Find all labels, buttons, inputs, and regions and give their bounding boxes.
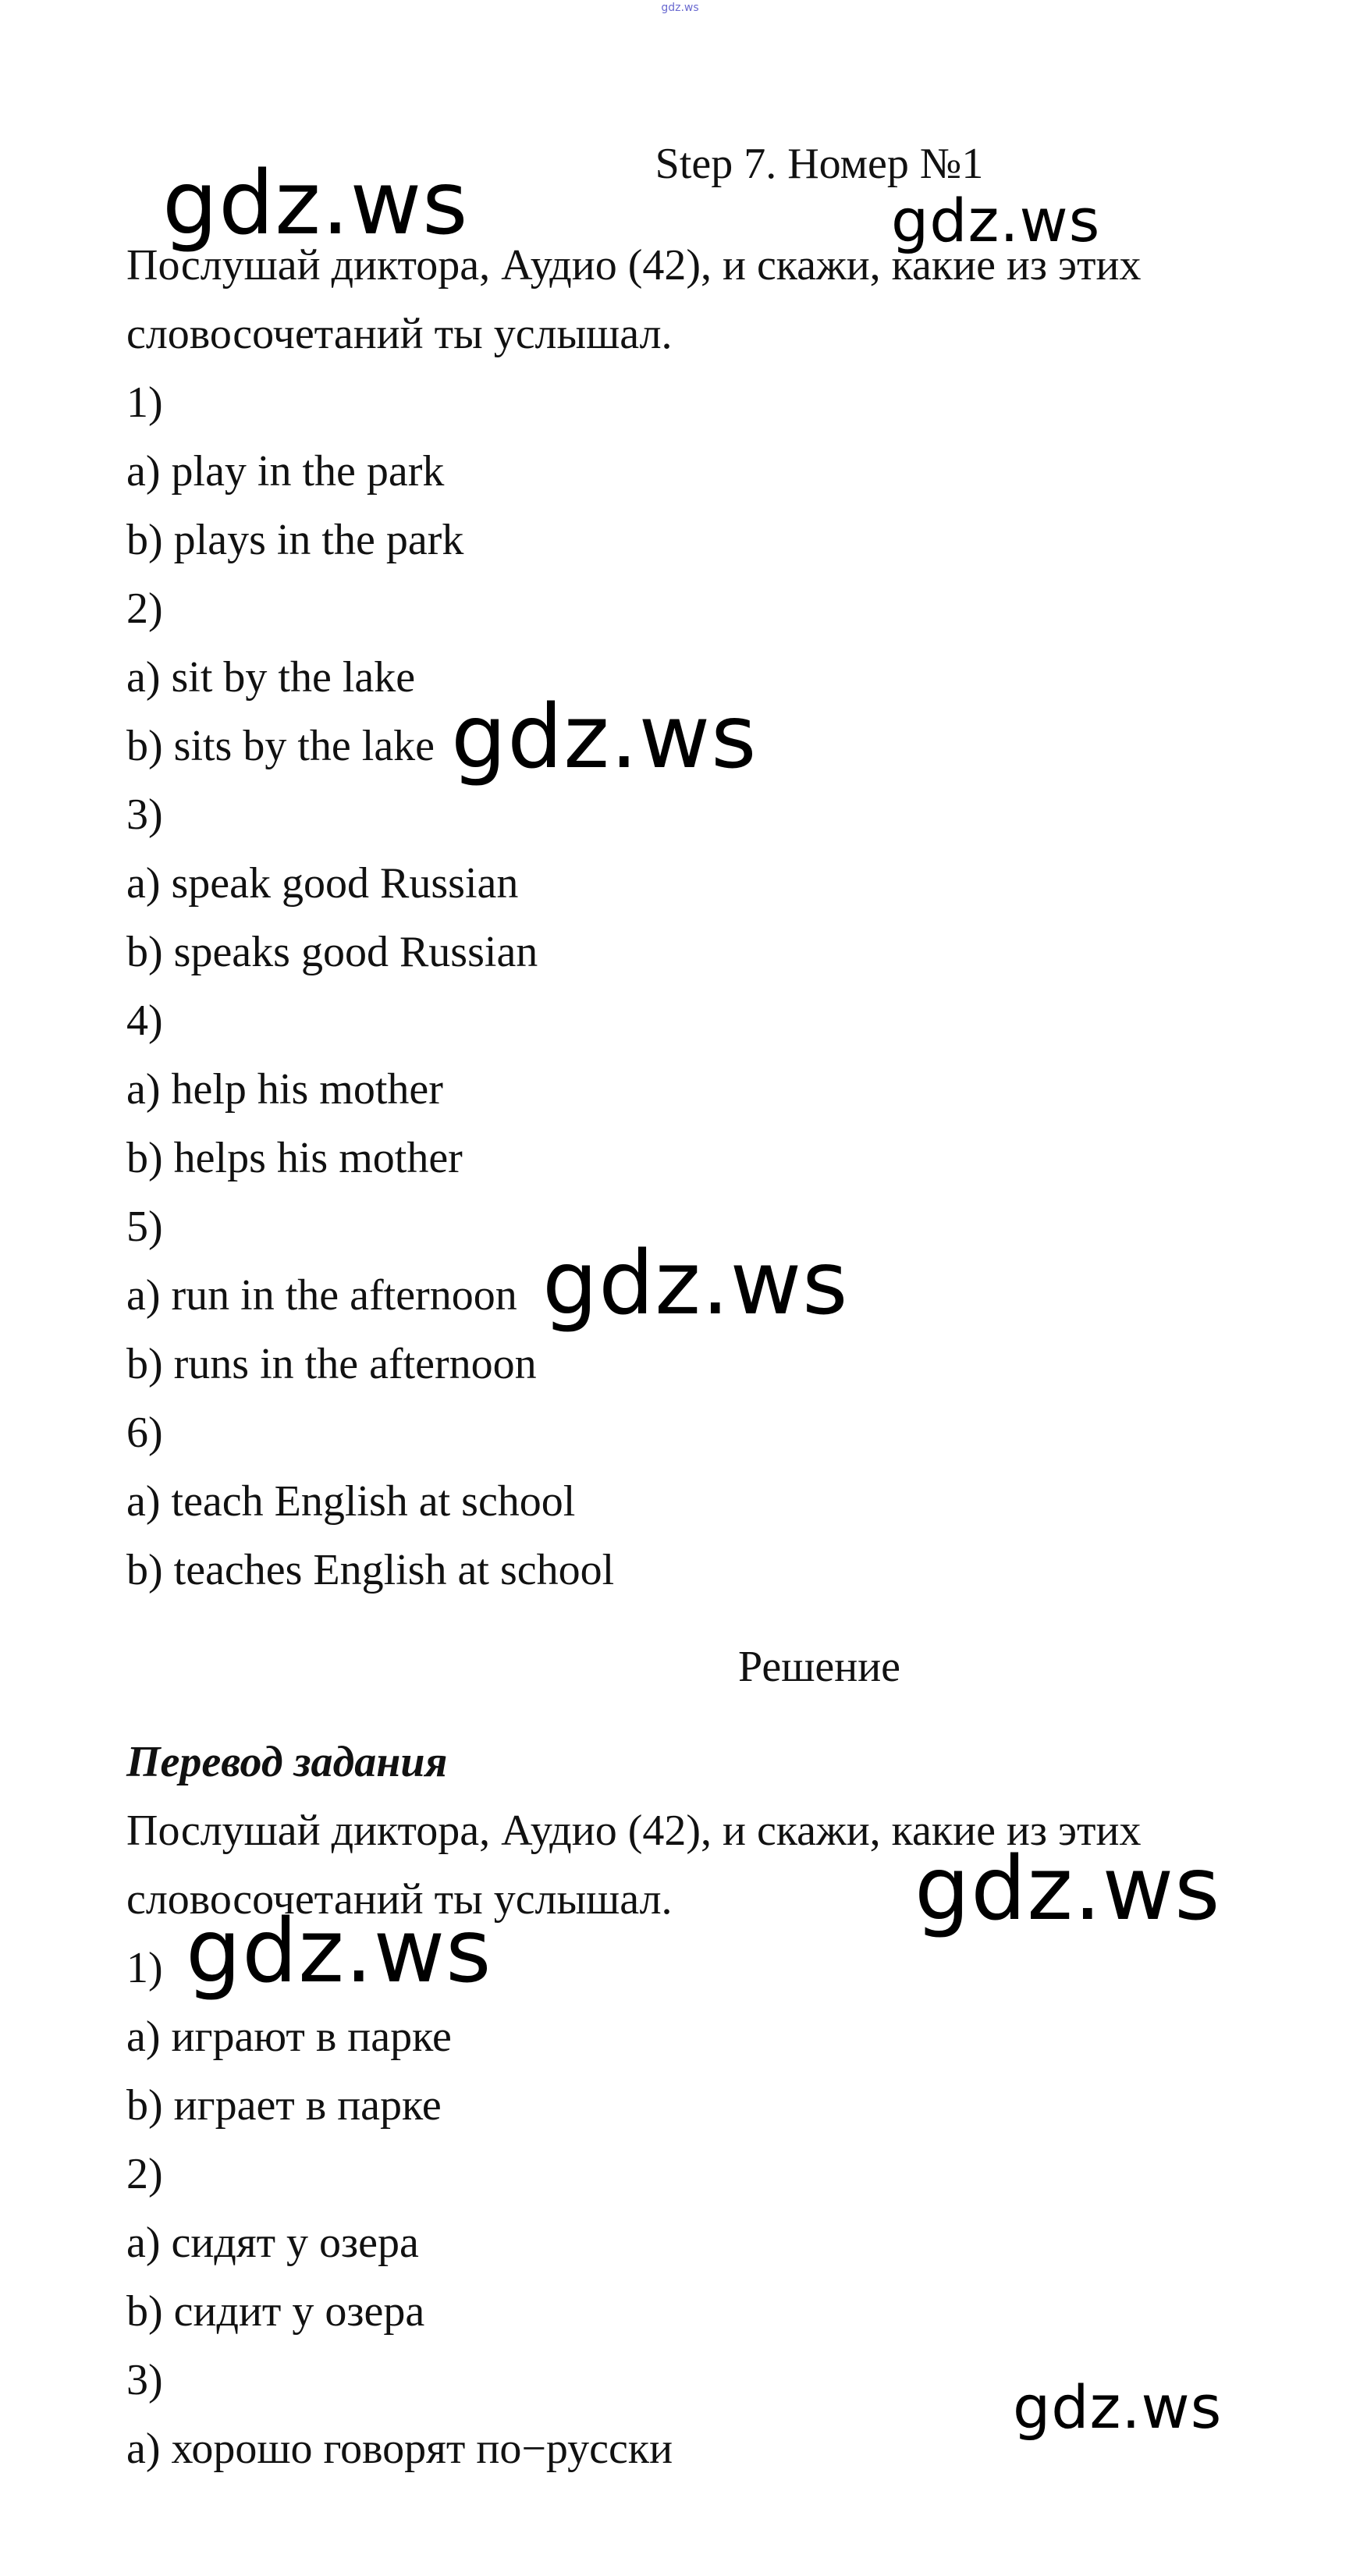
option-a: a) speak good Russian	[126, 859, 519, 908]
item-number: 2)	[126, 584, 163, 633]
option-b: b) играет в парке	[126, 2081, 442, 2130]
item-number: 1)	[126, 1944, 163, 1992]
translation-text-line-1: Послушай диктора, Аудио (42), и скажи, какие из этих	[126, 1807, 1142, 1855]
option-b: b) speaks good Russian	[126, 928, 538, 976]
task-text-line-1: Послушай диктора, Аудио (42), и скажи, какие из этих	[126, 241, 1142, 290]
option-b: b) sits by the lake	[126, 722, 435, 770]
watermark: gdz.ws	[1013, 2372, 1223, 2442]
translation-heading: Перевод задания	[126, 1738, 448, 1786]
item-number: 5)	[126, 1203, 163, 1251]
item-number: 4)	[126, 997, 163, 1045]
header-watermark: gdz.ws	[661, 2, 699, 14]
watermark: gdz.ws	[542, 1233, 849, 1334]
item-number: 2)	[126, 2150, 163, 2198]
option-a: a) teach English at school	[126, 1477, 576, 1526]
option-a: a) run in the afternoon	[126, 1271, 517, 1320]
task-text-line-2: словосочетаний ты услышал.	[126, 310, 673, 358]
option-b: b) plays in the park	[126, 516, 464, 564]
watermark: gdz.ws	[914, 1839, 1221, 1940]
item-number: 3)	[126, 791, 163, 839]
page-title: Step 7. Номер №1	[655, 140, 984, 188]
watermark: gdz.ws	[186, 1901, 492, 2002]
option-a: a) хорошо говорят по−русски	[126, 2425, 673, 2473]
item-number: 1)	[126, 378, 163, 427]
option-b: b) helps his mother	[126, 1134, 463, 1182]
option-b: b) сидит у озера	[126, 2287, 425, 2336]
watermark: gdz.ws	[162, 153, 469, 254]
solution-heading: Решение	[737, 1643, 901, 1691]
item-number: 3)	[126, 2356, 163, 2404]
option-a: a) play in the park	[126, 447, 445, 496]
item-number: 6)	[126, 1409, 163, 1457]
option-b: b) teaches English at school	[126, 1546, 615, 1594]
option-a: a) играют в парке	[126, 2013, 452, 2061]
translation-text-line-2: словосочетаний ты услышал.	[126, 1875, 673, 1924]
watermark: gdz.ws	[891, 186, 1101, 255]
watermark: gdz.ws	[451, 687, 758, 788]
option-a: a) сидят у озера	[126, 2219, 419, 2267]
option-a: a) help his mother	[126, 1065, 443, 1114]
option-a: a) sit by the lake	[126, 653, 416, 702]
option-b: b) runs in the afternoon	[126, 1340, 537, 1388]
